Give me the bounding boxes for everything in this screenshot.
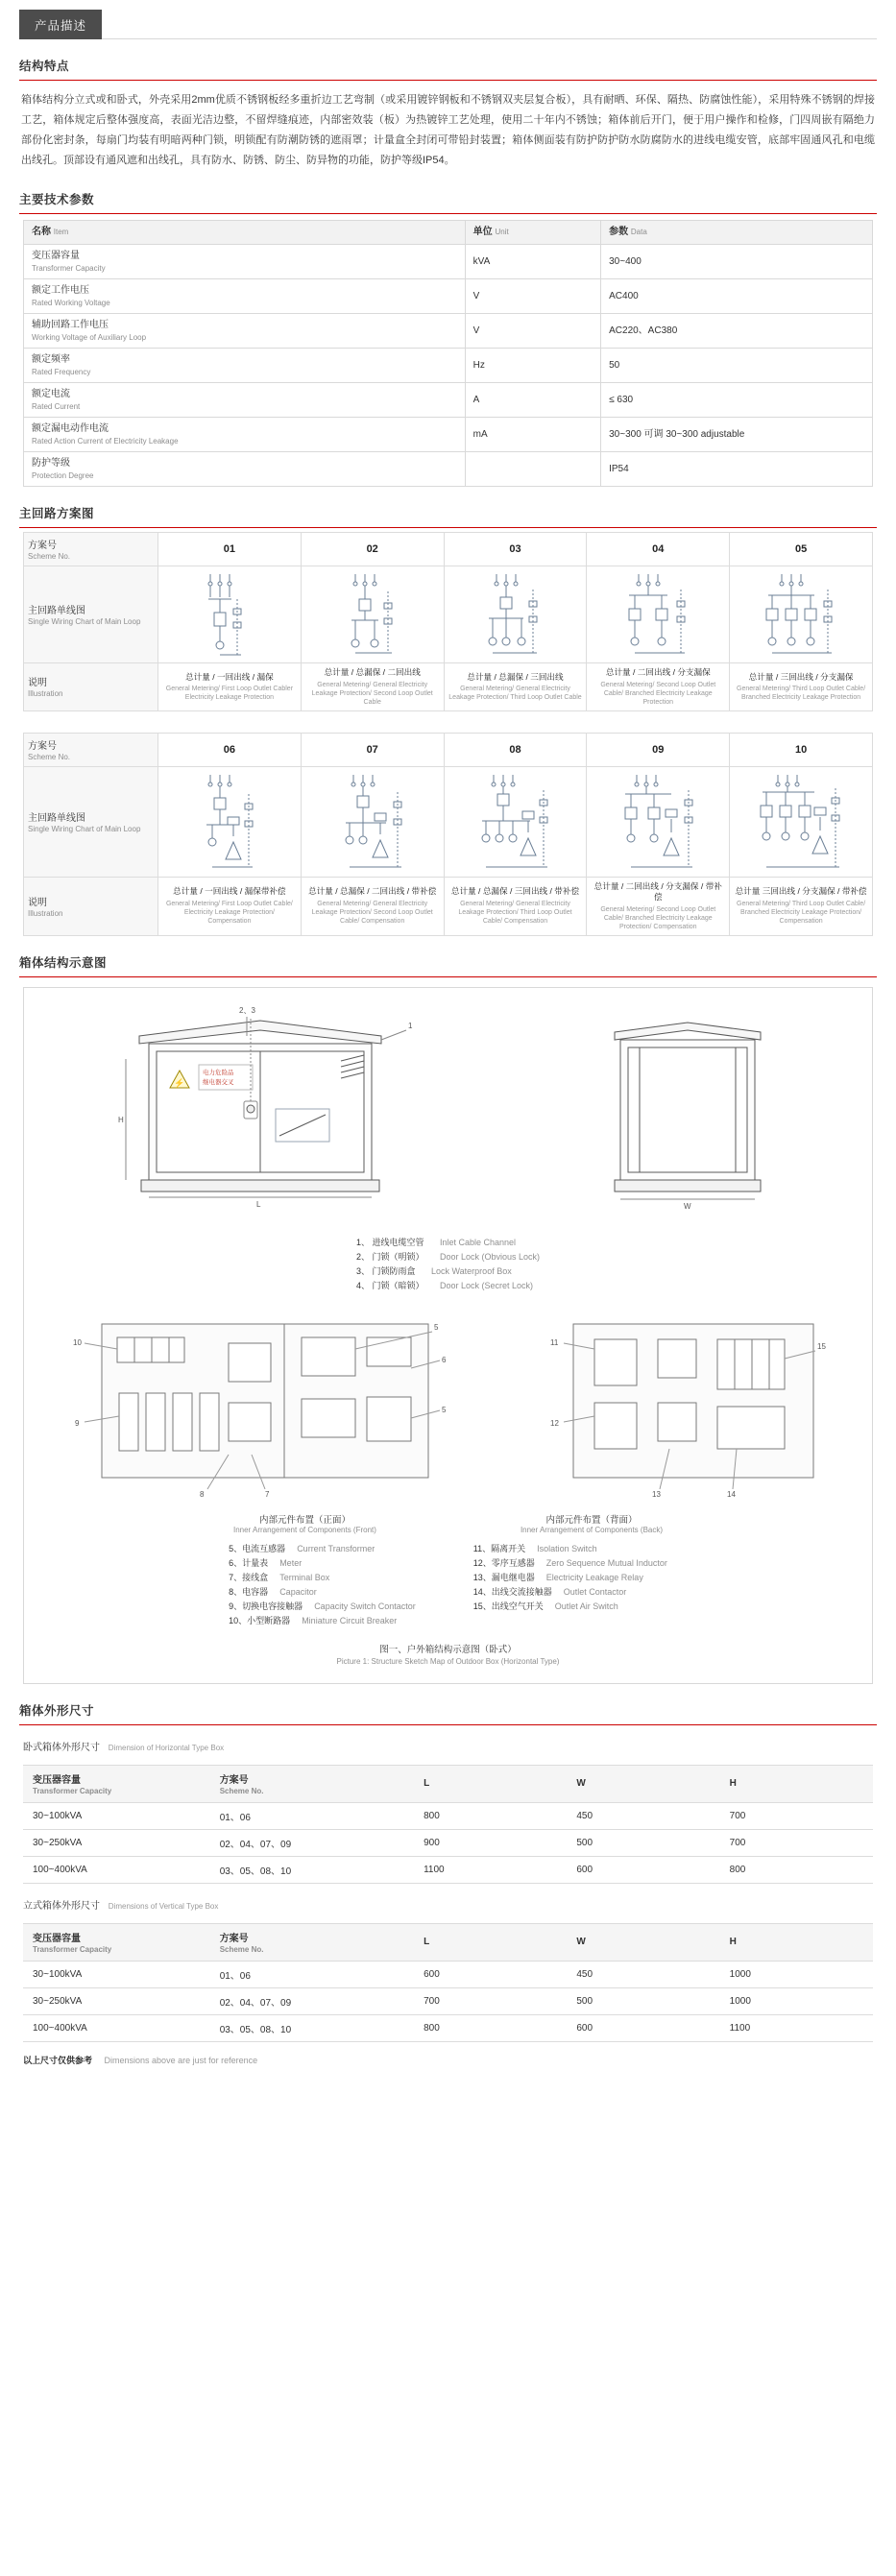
spec-unit: A bbox=[465, 383, 600, 418]
single-line-diagram bbox=[444, 766, 587, 877]
cell-l: 700 bbox=[414, 1987, 567, 2014]
cell-l: 800 bbox=[414, 2014, 567, 2041]
scheme-illustration: 总计量 / 总漏保 / 二回出线 General Metering/ General Electricity Leakage Protection/ Second Loop Outlet Cable bbox=[301, 663, 444, 711]
table-row bbox=[23, 1829, 873, 1856]
cabinet-front-view bbox=[107, 1001, 424, 1222]
spec-unit: V bbox=[465, 279, 600, 314]
cell-w: 500 bbox=[567, 1829, 719, 1856]
svg-text:8: 8 bbox=[199, 1489, 205, 1499]
table-header-row bbox=[24, 221, 873, 245]
scheme-illustration: 总计量 / 二回出线 / 分支漏保 General Metering/ Second Loop Outlet Cable/ Branched Electricity Leakage Protection bbox=[587, 663, 730, 711]
single-line-diagram bbox=[587, 566, 730, 663]
spec-name: 额定电流 Rated Current bbox=[24, 383, 466, 418]
list-item: 9、切换电容接触器 Capacity Switch Contactor bbox=[229, 1601, 416, 1611]
svg-text:1: 1 bbox=[407, 1021, 413, 1030]
list-item: 6、计量表 Meter bbox=[229, 1557, 303, 1568]
spec-unit bbox=[465, 452, 600, 487]
table-row bbox=[23, 2014, 873, 2041]
legend-bottom bbox=[34, 1542, 862, 1628]
scheme-number: 06 bbox=[158, 733, 302, 766]
spec-data: 30~400 bbox=[601, 245, 873, 279]
cell-h: 1100 bbox=[720, 2014, 873, 2041]
list-item: 7、接线盒 Terminal Box bbox=[229, 1572, 330, 1582]
structure-wrap bbox=[0, 977, 896, 1684]
inner-back-diagram bbox=[545, 1311, 833, 1503]
svg-text:2、3: 2、3 bbox=[238, 1005, 255, 1015]
spec-unit: mA bbox=[465, 418, 600, 452]
dim-table-vertical-wrap bbox=[0, 1917, 896, 2042]
list-item: 2、 门锁（明锁） Door Lock (Obvious Lock) bbox=[355, 1251, 541, 1262]
spec-data: AC400 bbox=[601, 279, 873, 314]
table-row bbox=[23, 1987, 873, 2014]
note-en: Dimensions above are just for reference bbox=[104, 2055, 258, 2065]
legend-top-wrap bbox=[34, 1236, 862, 1293]
cell-h: 700 bbox=[720, 1802, 873, 1829]
scheme-diagram-row bbox=[24, 566, 873, 663]
caption-front: 内部元件布置（正面） Inner Arrangement of Components (Front) bbox=[232, 1514, 376, 1534]
scheme-table-2 bbox=[23, 733, 873, 936]
single-line-diagram bbox=[587, 766, 730, 877]
legend-top bbox=[356, 1236, 540, 1293]
svg-text:9: 9 bbox=[74, 1418, 80, 1428]
cell-scheme: 01、06 bbox=[210, 1802, 414, 1829]
scheme-number: 05 bbox=[730, 533, 873, 566]
scheme-illustration: 总计量 三回出线 / 分支漏保 / 带补偿 General Metering/ Third Loop Outlet Cable/ Branched Electricity Leakage Protection/ Compensation bbox=[730, 877, 873, 935]
scheme-number: 08 bbox=[444, 733, 587, 766]
th-l: L bbox=[414, 1765, 567, 1802]
cell-scheme: 01、06 bbox=[210, 1961, 414, 1987]
cell-l: 800 bbox=[414, 1802, 567, 1829]
structure-box bbox=[23, 987, 873, 1684]
scheme-number: 03 bbox=[444, 533, 587, 566]
list-item: 8、电容器 Capacitor bbox=[229, 1586, 317, 1597]
row-label-illustration: 说明 Illustration bbox=[24, 877, 158, 935]
table-row bbox=[24, 245, 873, 279]
spec-data: ≤ 630 bbox=[601, 383, 873, 418]
th-capacity: 变压器容量 Transformer Capacity bbox=[23, 1923, 210, 1961]
svg-text:14: 14 bbox=[727, 1489, 737, 1499]
table-row bbox=[24, 452, 873, 487]
dim-subtitle-vertical: 立式箱体外形尺寸 Dimensions of Vertical Type Box bbox=[23, 1900, 219, 1912]
scheme-no-row bbox=[24, 533, 873, 566]
scheme-table-1 bbox=[23, 532, 873, 711]
list-item: 10、小型断路器 Miniature Circuit Breaker bbox=[229, 1615, 398, 1625]
table-row bbox=[24, 418, 873, 452]
row-label-diagram: 主回路单线图 Single Wiring Chart of Main Loop bbox=[24, 566, 158, 663]
table-row bbox=[24, 383, 873, 418]
cell-capacity: 100~400kVA bbox=[23, 1856, 210, 1883]
spec-name: 防护等级 Protection Degree bbox=[24, 452, 466, 487]
table-row bbox=[24, 349, 873, 383]
scheme-number: 01 bbox=[158, 533, 302, 566]
dimension-note bbox=[0, 2042, 896, 2066]
dim-table-vertical bbox=[23, 1923, 873, 2042]
dim-table-horizontal bbox=[23, 1765, 873, 1884]
figure-caption: 图一、户外箱结构示意图（卧式） Picture 1: Structure Sketch Map of Outdoor Box (Horizontal Type) bbox=[336, 1644, 560, 1666]
single-line-diagram bbox=[730, 766, 873, 877]
list-item: 1、 进线电缆空管 Inlet Cable Channel bbox=[355, 1237, 517, 1247]
features-paragraph: 箱体结构分立式或和卧式，外壳采用2mm优质不锈钢板经多重折边工艺弯制（或采用镀锌钢板和不锈钢双夹层复合板），具有耐晒、环保、隔热、防腐蚀性能），采用特殊不锈钢的焊接工艺，箱体规定后整体强度高，表面光洁边整，不留焊缝痕迹，内部密效装（板）为热镀锌工艺处理，使用二十年内不锈蚀；箱体前后开门，便于用户操作和检修，门四周嵌有隔绝力部份化密封条，每扇门均装有明暗两种门锁，明锁配有防潮防锈的遮雨罩；计量盒全封闭可带铅封装置；箱体侧面装有防护防护防水防腐防水的进线电缆安管，底部牢固通风孔和电缆出线孔。顶部设有通风遮和出线孔，具有防水、防锈、防尘、防异物的功能，防护等级IP54。 bbox=[21, 94, 875, 166]
list-item: 13、漏电继电器 Electricity Leakage Relay bbox=[472, 1572, 643, 1582]
list-item: 4、 门锁（暗锁） Door Lock (Secret Lock) bbox=[355, 1280, 534, 1290]
cell-w: 450 bbox=[567, 1802, 719, 1829]
spec-unit: kVA bbox=[465, 245, 600, 279]
cell-capacity: 30~100kVA bbox=[23, 1802, 210, 1829]
cell-l: 1100 bbox=[414, 1856, 567, 1883]
section-title-spec: 主要技术参数 bbox=[19, 193, 95, 206]
legend-right bbox=[473, 1542, 667, 1628]
table-row bbox=[23, 1961, 873, 1987]
scheme-illustration: 总计量 / 三回出线 / 分支漏保 General Metering/ Third Loop Outlet Cable/ Branched Electricity Leakage Protection bbox=[730, 663, 873, 711]
spec-table-wrap bbox=[0, 214, 896, 487]
scheme-group-2 bbox=[0, 711, 896, 936]
cell-w: 600 bbox=[567, 1856, 719, 1883]
cell-capacity: 100~400kVA bbox=[23, 2014, 210, 2041]
svg-text:继电器交叉: 继电器交叉 bbox=[202, 1078, 234, 1086]
single-line-diagram bbox=[301, 566, 444, 663]
spec-data: AC220、AC380 bbox=[601, 314, 873, 349]
cabinet-drawings bbox=[34, 1001, 862, 1222]
row-label-diagram: 主回路单线图 Single Wiring Chart of Main Loop bbox=[24, 766, 158, 877]
spec-unit: V bbox=[465, 314, 600, 349]
scheme-illustration: 总计量 / 一回出线 / 漏保带补偿 General Metering/ First Loop Outlet Cable/ Electricity Leakage Protection/ Compensation bbox=[158, 877, 302, 935]
single-line-diagram bbox=[158, 766, 302, 877]
list-item: 5、电流互感器 Current Transformer bbox=[229, 1543, 375, 1553]
svg-text:W: W bbox=[684, 1201, 691, 1211]
single-line-diagram bbox=[444, 566, 587, 663]
svg-text:15: 15 bbox=[817, 1341, 827, 1351]
caption-back: 内部元件布置（背面） Inner Arrangement of Components (Back) bbox=[520, 1514, 664, 1534]
th-w: W bbox=[567, 1765, 719, 1802]
th-data: 参数 Data bbox=[601, 221, 873, 245]
scheme-number: 02 bbox=[301, 533, 444, 566]
th-scheme: 方案号 Scheme No. bbox=[210, 1923, 414, 1961]
cell-l: 600 bbox=[414, 1961, 567, 1987]
table-row bbox=[24, 314, 873, 349]
cell-w: 500 bbox=[567, 1987, 719, 2014]
scheme-number: 04 bbox=[587, 533, 730, 566]
th-unit: 单位 Unit bbox=[465, 221, 600, 245]
th-scheme: 方案号 Scheme No. bbox=[210, 1765, 414, 1802]
table-header-row bbox=[23, 1923, 873, 1961]
cell-scheme: 03、05、08、10 bbox=[210, 1856, 414, 1883]
inner-captions bbox=[34, 1506, 862, 1534]
section-title-dimensions: 箱体外形尺寸 bbox=[19, 1703, 95, 1718]
scheme-illustration: 总计量 / 二回出线 / 分支漏保 / 带补偿 General Metering/ Second Loop Outlet Cable/ Branched Electricity Leakage Protection/ Compensation bbox=[587, 877, 730, 935]
cell-h: 800 bbox=[720, 1856, 873, 1883]
single-line-diagram bbox=[158, 566, 302, 663]
cell-capacity: 30~100kVA bbox=[23, 1961, 210, 1987]
cabinet-side-view bbox=[588, 1001, 789, 1222]
svg-text:H: H bbox=[117, 1115, 124, 1124]
row-label-scheme-no: 方案号 Scheme No. bbox=[24, 733, 158, 766]
spec-table bbox=[23, 220, 873, 487]
svg-text:5: 5 bbox=[433, 1322, 439, 1332]
scheme-diagram-row bbox=[24, 766, 873, 877]
spec-data: 50 bbox=[601, 349, 873, 383]
legend-left bbox=[229, 1542, 416, 1628]
svg-text:13: 13 bbox=[652, 1489, 662, 1499]
cell-capacity: 30~250kVA bbox=[23, 1987, 210, 2014]
page-header bbox=[0, 0, 896, 39]
row-label-scheme-no: 方案号 Scheme No. bbox=[24, 533, 158, 566]
svg-text:12: 12 bbox=[550, 1418, 560, 1428]
spec-name: 额定工作电压 Rated Working Voltage bbox=[24, 279, 466, 314]
list-item: 15、出线空气开关 Outlet Air Switch bbox=[472, 1601, 618, 1611]
table-row bbox=[23, 1856, 873, 1883]
section-title-features: 结构特点 bbox=[19, 60, 70, 73]
svg-text:电力危险品: 电力危险品 bbox=[202, 1069, 234, 1076]
th-h: H bbox=[720, 1923, 873, 1961]
header-divider bbox=[102, 38, 877, 39]
spec-name: 辅助回路工作电压 Working Voltage of Auxiliary Loop bbox=[24, 314, 466, 349]
svg-text:L: L bbox=[255, 1199, 261, 1209]
cell-scheme: 02、04、07、09 bbox=[210, 1829, 414, 1856]
cell-h: 1000 bbox=[720, 1961, 873, 1987]
table-row bbox=[24, 279, 873, 314]
note-cn: 以上尺寸仅供参考 bbox=[23, 2055, 93, 2065]
dim-table-horizontal-wrap bbox=[0, 1759, 896, 1884]
scheme-number: 09 bbox=[587, 733, 730, 766]
scheme-illustration-row bbox=[24, 663, 873, 711]
th-item: 名称 Item bbox=[24, 221, 466, 245]
scheme-no-row bbox=[24, 733, 873, 766]
scheme-number: 07 bbox=[301, 733, 444, 766]
cell-capacity: 30~250kVA bbox=[23, 1829, 210, 1856]
scheme-illustration: 总计量 / 总漏保 / 二回出线 / 带补偿 General Metering/ General Electricity Leakage Protection/ Second Loop Outlet Cable/ Compensation bbox=[301, 877, 444, 935]
list-item: 11、隔离开关 Isolation Switch bbox=[472, 1543, 597, 1553]
cell-scheme: 02、04、07、09 bbox=[210, 1987, 414, 2014]
table-header-row bbox=[23, 1765, 873, 1802]
table-row bbox=[23, 1802, 873, 1829]
spec-data: 30~300 可调 30~300 adjustable bbox=[601, 418, 873, 452]
spec-name: 额定频率 Rated Frequency bbox=[24, 349, 466, 383]
spec-unit: Hz bbox=[465, 349, 600, 383]
th-w: W bbox=[567, 1923, 719, 1961]
row-label-illustration: 说明 Illustration bbox=[24, 663, 158, 711]
scheme-illustration: 总计量 / 一回出线 / 漏保 General Metering/ First Loop Outlet Cabler Electricity Leakage Protection bbox=[158, 663, 302, 711]
svg-text:6: 6 bbox=[441, 1355, 447, 1364]
dim-subtitle-horizontal: 卧式箱体外形尺寸 Dimension of Horizontal Type Box bbox=[23, 1742, 225, 1753]
spec-data: IP54 bbox=[601, 452, 873, 487]
scheme-illustration: 总计量 / 总漏保 / 三回出线 / 带补偿 General Metering/ General Electricity Leakage Protection/ Third Loop Outlet Cable/ Compensation bbox=[444, 877, 587, 935]
single-line-diagram bbox=[730, 566, 873, 663]
svg-text:10: 10 bbox=[72, 1337, 82, 1347]
th-h: H bbox=[720, 1765, 873, 1802]
scheme-illustration: 总计量 / 总漏保 / 三回出线 General Metering/ General Electricity Leakage Protection/ Third Loop Outlet Cable bbox=[444, 663, 587, 711]
list-item: 14、出线交流接触器 Outlet Contactor bbox=[472, 1586, 627, 1597]
th-l: L bbox=[414, 1923, 567, 1961]
list-item: 3、 门锁防雨盒 Lock Waterproof Box bbox=[355, 1265, 512, 1276]
cell-w: 450 bbox=[567, 1961, 719, 1987]
page-title: 产品描述 bbox=[19, 10, 102, 39]
list-item: 12、零序互感器 Zero Sequence Mutual Inductor bbox=[472, 1557, 667, 1568]
scheme-illustration-row bbox=[24, 877, 873, 935]
section-title-structure: 箱体结构示意图 bbox=[19, 955, 108, 970]
cell-scheme: 03、05、08、10 bbox=[210, 2014, 414, 2041]
svg-text:⚡: ⚡ bbox=[174, 1077, 185, 1088]
inner-front-diagram bbox=[63, 1311, 457, 1503]
svg-text:11: 11 bbox=[550, 1337, 559, 1347]
scheme-group-1 bbox=[0, 528, 896, 711]
spec-name: 额定漏电动作电流 Rated Action Current of Electricity Leakage bbox=[24, 418, 466, 452]
th-capacity: 变压器容量 Transformer Capacity bbox=[23, 1765, 210, 1802]
inner-arrangement-drawings bbox=[34, 1311, 862, 1503]
cell-h: 1000 bbox=[720, 1987, 873, 2014]
svg-text:7: 7 bbox=[264, 1489, 270, 1499]
cell-h: 700 bbox=[720, 1829, 873, 1856]
scheme-number: 10 bbox=[730, 733, 873, 766]
cell-w: 600 bbox=[567, 2014, 719, 2041]
section-title-schemes: 主回路方案图 bbox=[19, 507, 95, 520]
single-line-diagram bbox=[301, 766, 444, 877]
svg-text:5: 5 bbox=[441, 1405, 447, 1414]
cell-l: 900 bbox=[414, 1829, 567, 1856]
spec-name: 变压器容量 Transformer Capacity bbox=[24, 245, 466, 279]
